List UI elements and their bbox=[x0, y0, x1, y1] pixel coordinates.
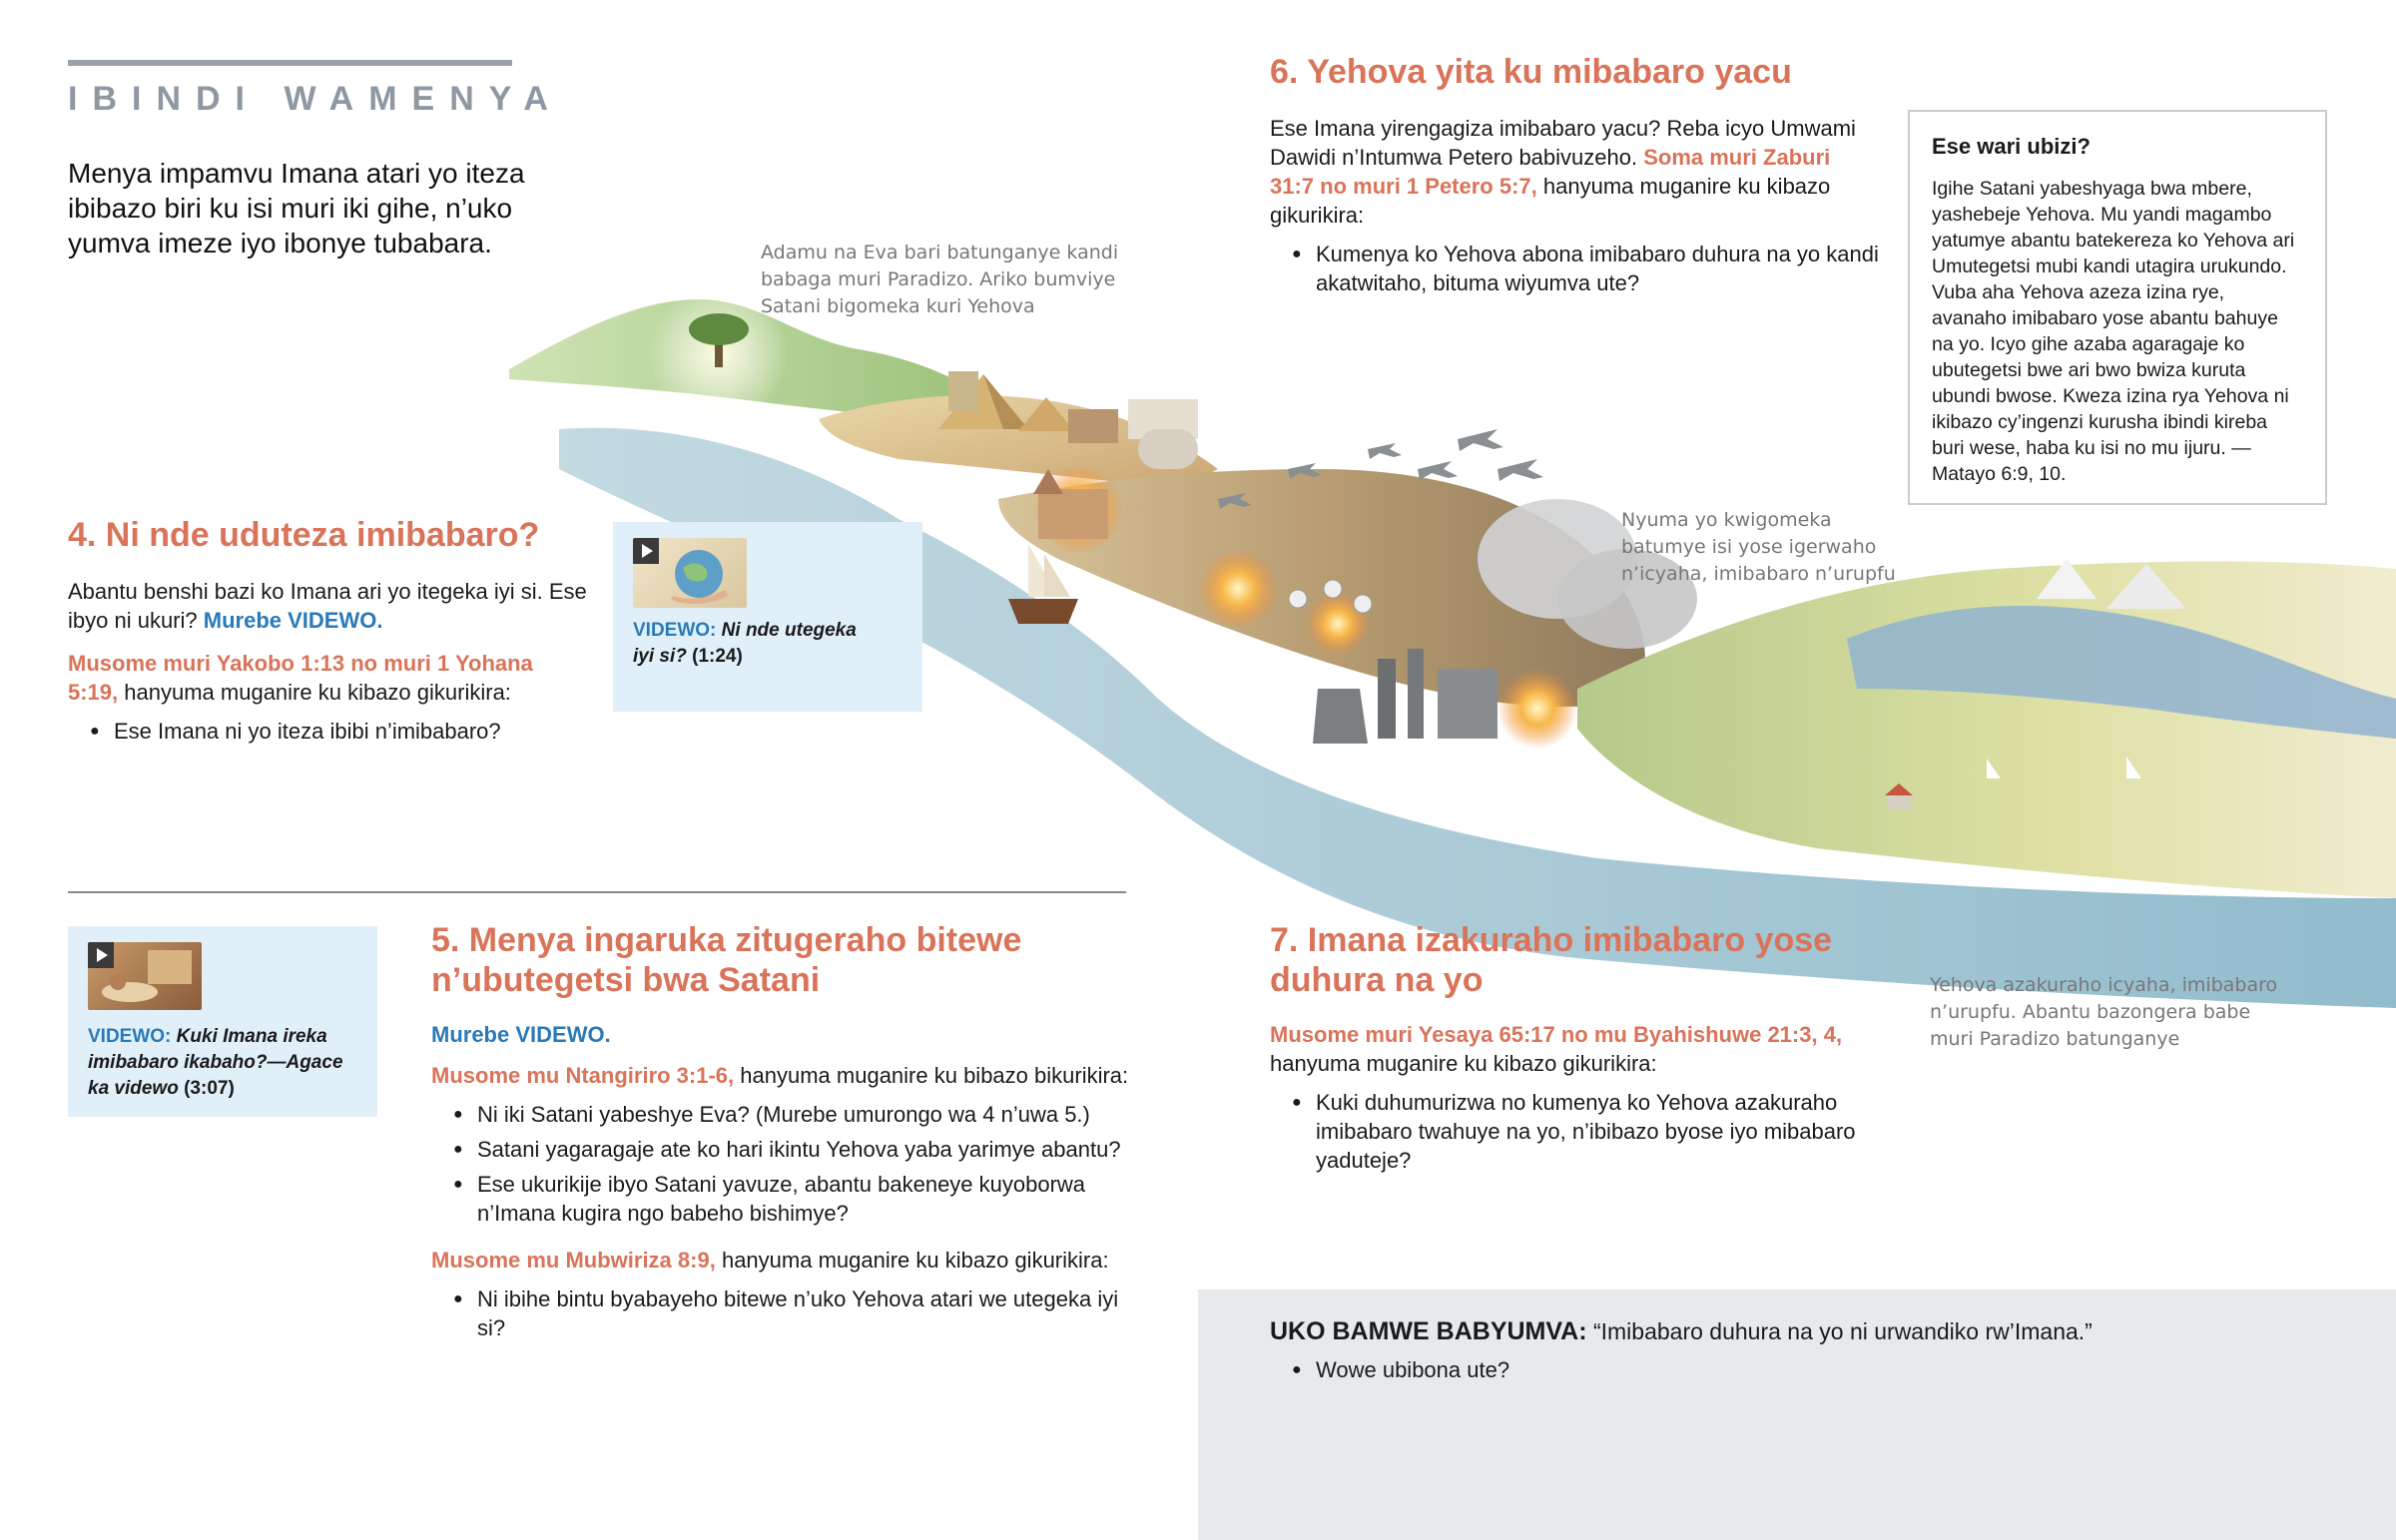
play-icon[interactable] bbox=[88, 942, 114, 968]
section-7-reference: Musome muri Yesaya 65:17 no mu Byahishuwe 21:3, 4, hanyuma muganire ku kibazo gikurikira: bbox=[1270, 1022, 1843, 1076]
section-5 bbox=[431, 920, 1130, 1348]
question-item: ● Ni iki Satani yabeshye Eva? (Murebe umurongo wa 4 n’uwa 5.) bbox=[477, 1100, 1130, 1129]
scripture-reference[interactable]: Musome mu Mubwiriza 8:9, bbox=[431, 1248, 716, 1273]
scripture-reference[interactable]: Musome mu Ntangiriro 3:1-6, bbox=[431, 1063, 735, 1088]
section-5-video-line bbox=[431, 1020, 1130, 1049]
video-thumbnail[interactable] bbox=[88, 942, 202, 1010]
caption-rebellion: Nyuma yo kwigomeka batumye isi yose igerwaho n’icyaha, imibabaro n’urupfu bbox=[1621, 509, 1896, 585]
section-6-paragraph: Ese Imana yirengagiza imibabaro yacu? Reba icyo Umwami Dawidi n’Intumwa Petero babivuzeho. Soma muri Zaburi 31:7 no muri 1 Petero 5:7, hanyuma muganire ku kibazo gikurikira: bbox=[1270, 116, 1856, 228]
section-divider bbox=[68, 891, 1126, 893]
did-you-know-text: Igihe Satani yabeshyaga bwa mbere, yashebeje Yehova. Mu yandi magambo yatumye abantu batekereza ko Yehova ari Umutegetsi mubi kandi utagira urukundo. Vuba aha Yehova azeza izina rye, avanaho imibabaro yose abantu bahuye na yo. Icyo gihe azaba agaragaje ko ubutegetsi bwe ari bwo bwiza kuruta ubundi bwose. Kweza izina rya Yehova ni ikibazo cy’ingenzi kurusha ibindi kireba buri wese, haba ku isi no mu ijuru. —Matayo 6:9, 10. bbox=[1932, 178, 2295, 485]
question-item: ● Kuki duhumurizwa no kumenya ko Yehova azakuraho imibabaro twahuye na yo, n’ibibazo byose iyo mibabaro yaduteje? bbox=[1316, 1088, 1869, 1175]
scripture-reference[interactable]: Soma muri Zaburi 31:7 no muri 1 Petero 5:7, bbox=[1270, 145, 1831, 199]
question-item: ● Kumenya ko Yehova abona imibabaro duhura na yo kandi akatwitaho, bituma wiyumva ute? bbox=[1316, 240, 1879, 297]
section-5-reference-1: Musome mu Ntangiriro 3:1-6, hanyuma muganire ku bibazo bikurikira: bbox=[431, 1063, 1129, 1088]
section-4-questions bbox=[68, 717, 587, 746]
section-4-video-link[interactable]: Murebe VIDEWO. bbox=[203, 608, 383, 633]
caption-paradise: Adamu na Eva bari batunganye kandi babaga muri Paradizo. Ariko bumviye Satani bigomeka kuri Yehova bbox=[761, 242, 1119, 317]
video-card-world-ruler[interactable] bbox=[613, 522, 922, 712]
section-7-questions bbox=[1270, 1088, 1869, 1175]
question-item: ● Ni ibihe bintu byabayeho bitewe n’uko Yehova atari we utegeka iyi si? bbox=[477, 1284, 1130, 1342]
section-5-video-link[interactable]: Murebe VIDEWO. bbox=[431, 1022, 611, 1047]
section-5-questions-1 bbox=[431, 1100, 1130, 1228]
some-say-questions bbox=[1270, 1355, 1509, 1390]
video-thumbnail[interactable] bbox=[633, 538, 747, 608]
question-item: ● Ese ukurikije ibyo Satani yavuze, abantu bakeneye kuyoborwa n’Imana kugira ngo babeho bishimye? bbox=[477, 1170, 1130, 1228]
section-5-reference-2: Musome mu Mubwiriza 8:9, hanyuma muganire ku kibazo gikurikira: bbox=[431, 1248, 1109, 1273]
section-6 bbox=[1270, 52, 1879, 303]
some-say-label: UKO BAMWE BABYUMVA: bbox=[1270, 1317, 1587, 1345]
section-6-title: 6. Yehova yita ku mibabaro yacu bbox=[1270, 53, 1792, 91]
video-label: VIDEWO: Ni nde utegeka iyi si? (1:24) bbox=[633, 620, 857, 667]
question-item: ● Wowe ubibona ute? bbox=[1316, 1355, 1509, 1384]
section-kicker: IBINDI WAMENYA bbox=[68, 80, 563, 118]
some-say-quote: “Imibabaro duhura na yo ni urwandiko rw’Imana.” bbox=[1592, 1318, 2093, 1344]
some-say-line bbox=[1270, 1317, 2348, 1346]
kicker-rule bbox=[68, 60, 512, 66]
section-4-reference: Musome muri Yakobo 1:13 no muri 1 Yohana 5:19, hanyuma muganire ku kibazo gikurikira: bbox=[68, 651, 533, 705]
video-label: VIDEWO: Kuki Imana ireka imibabaro ikabaho?—Agace ka videwo (3:07) bbox=[88, 1026, 343, 1099]
did-you-know-title: Ese wari ubizi? bbox=[1932, 134, 2091, 159]
section-4-title: 4. Ni nde uduteza imibabaro? bbox=[68, 516, 540, 554]
did-you-know-box bbox=[1908, 110, 2327, 505]
section-6-questions bbox=[1270, 240, 1879, 297]
play-icon[interactable] bbox=[633, 538, 659, 564]
question-item: ● Ese Imana ni yo iteza ibibi n’imibabaro? bbox=[114, 717, 587, 746]
section-7 bbox=[1270, 920, 1869, 1181]
section-5-questions-2 bbox=[431, 1284, 1130, 1342]
question-item: ● Satani yagaragaje ate ko hari ikintu Yehova yaba yarimye abantu? bbox=[477, 1135, 1130, 1164]
video-card-why-suffering[interactable] bbox=[68, 926, 377, 1117]
some-say-panel bbox=[1198, 1289, 2396, 1540]
scripture-reference[interactable]: Musome muri Yakobo 1:13 no muri 1 Yohana 5:19, bbox=[68, 651, 533, 705]
section-7-title: 7. Imana izakuraho imibabaro yose duhura na yo bbox=[1270, 921, 1833, 999]
intro-text: Menya impamvu Imana atari yo iteza ibibazo biri ku isi muri iki gihe, n’uko yumva imeze iyo ibonye tubabara. bbox=[68, 158, 525, 258]
section-5-title: 5. Menya ingaruka zitugeraho bitewe n’ubutegetsi bwa Satani bbox=[431, 921, 1022, 999]
caption-restored: Yehova azakuraho icyaha, imibabaro n’urupfu. Abantu bazongera babe muri Paradizo batunganye bbox=[1930, 974, 2278, 1050]
section-4 bbox=[68, 515, 587, 752]
scripture-reference[interactable]: Musome muri Yesaya 65:17 no mu Byahishuwe 21:3, 4, bbox=[1270, 1022, 1843, 1047]
section-4-paragraph: Abantu benshi bazi ko Imana ari yo itegeka iyi si. Ese ibyo ni ukuri? Murebe VIDEWO. bbox=[68, 579, 587, 633]
